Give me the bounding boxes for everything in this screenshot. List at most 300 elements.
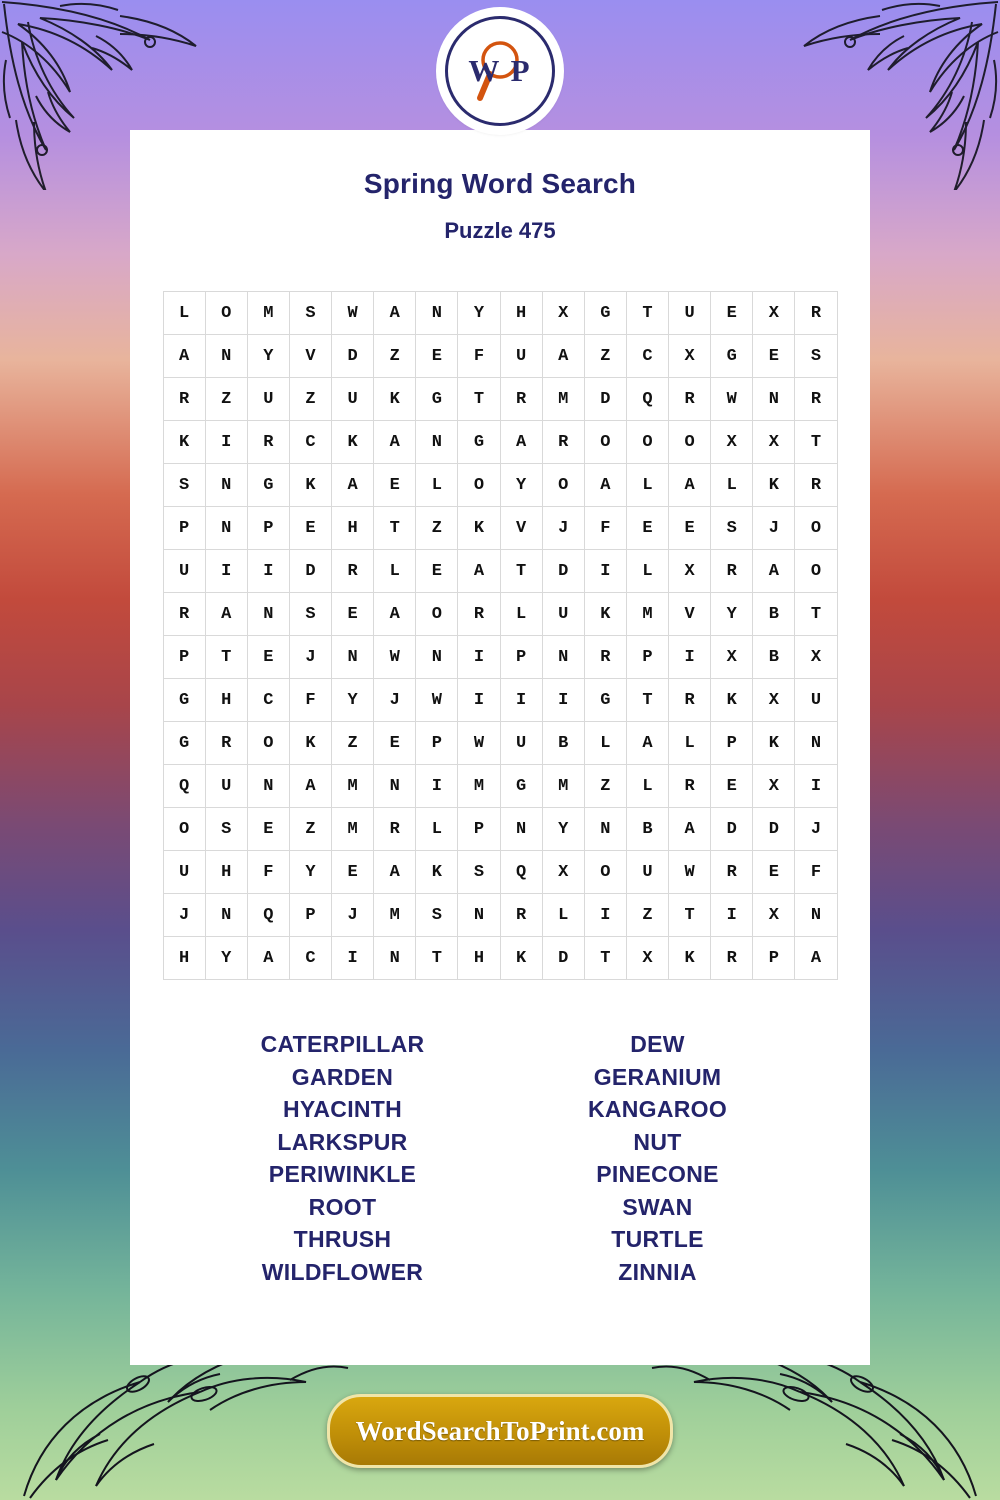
- grid-cell[interactable]: U: [669, 292, 711, 335]
- grid-cell[interactable]: C: [247, 679, 289, 722]
- grid-cell[interactable]: J: [163, 894, 205, 937]
- website-button[interactable]: [327, 1394, 673, 1468]
- grid-cell[interactable]: E: [374, 722, 416, 765]
- grid-cell[interactable]: G: [584, 292, 626, 335]
- grid-cell[interactable]: E: [332, 593, 374, 636]
- word-list-item[interactable]: DEW: [630, 1031, 685, 1057]
- grid-cell[interactable]: L: [500, 593, 542, 636]
- grid-cell[interactable]: G: [247, 464, 289, 507]
- grid-cell[interactable]: Z: [416, 507, 458, 550]
- grid-cell[interactable]: N: [247, 593, 289, 636]
- grid-cell[interactable]: Q: [247, 894, 289, 937]
- website-button-label: WordSearchToPrint.com: [355, 1415, 645, 1446]
- grid-cell[interactable]: H: [332, 507, 374, 550]
- grid-cell[interactable]: A: [374, 851, 416, 894]
- grid-cell[interactable]: E: [711, 292, 753, 335]
- grid-cell[interactable]: Y: [332, 679, 374, 722]
- word-list-item[interactable]: KANGAROO: [587, 1096, 728, 1122]
- grid-cell[interactable]: F: [289, 679, 331, 722]
- grid-row: [163, 507, 837, 550]
- grid-cell[interactable]: A: [374, 593, 416, 636]
- grid-cell[interactable]: Q: [626, 378, 668, 421]
- grid-cell[interactable]: T: [669, 894, 711, 937]
- grid-cell[interactable]: E: [332, 851, 374, 894]
- grid-cell[interactable]: D: [753, 808, 795, 851]
- grid-cell[interactable]: R: [711, 851, 753, 894]
- grid-cell[interactable]: P: [711, 722, 753, 765]
- grid-row: [163, 636, 837, 679]
- grid-cell[interactable]: U: [626, 851, 668, 894]
- grid-cell[interactable]: R: [795, 464, 837, 507]
- grid-cell[interactable]: C: [289, 937, 331, 980]
- grid-cell[interactable]: K: [332, 421, 374, 464]
- grid-cell[interactable]: A: [542, 335, 584, 378]
- grid-cell[interactable]: C: [289, 421, 331, 464]
- grid-cell[interactable]: I: [584, 894, 626, 937]
- grid-cell[interactable]: A: [163, 335, 205, 378]
- grid-cell[interactable]: Z: [332, 722, 374, 765]
- grid-cell[interactable]: V: [289, 335, 331, 378]
- grid-cell[interactable]: H: [458, 937, 500, 980]
- grid-cell[interactable]: Q: [500, 851, 542, 894]
- grid-cell[interactable]: N: [374, 765, 416, 808]
- grid-cell[interactable]: E: [374, 464, 416, 507]
- grid-cell[interactable]: E: [669, 507, 711, 550]
- grid-cell[interactable]: A: [332, 464, 374, 507]
- grid-row: [163, 722, 837, 765]
- grid-cell[interactable]: T: [416, 937, 458, 980]
- grid-cell[interactable]: M: [332, 765, 374, 808]
- grid-cell[interactable]: N: [247, 765, 289, 808]
- grid-cell[interactable]: U: [332, 378, 374, 421]
- word-list-item[interactable]: LARKSPUR: [277, 1128, 408, 1155]
- grid-row: [163, 550, 837, 593]
- grid-cell[interactable]: I: [205, 550, 247, 593]
- grid-cell[interactable]: H: [500, 292, 542, 335]
- grid-cell[interactable]: P: [458, 808, 500, 851]
- grid-cell[interactable]: N: [584, 808, 626, 851]
- grid-cell[interactable]: F: [247, 851, 289, 894]
- grid-cell[interactable]: T: [795, 421, 837, 464]
- letter-grid-table: [163, 291, 838, 980]
- grid-cell[interactable]: J: [374, 679, 416, 722]
- grid-row: [163, 808, 837, 851]
- grid-row: [163, 679, 837, 722]
- grid-cell[interactable]: X: [542, 851, 584, 894]
- grid-cell[interactable]: R: [669, 765, 711, 808]
- grid-cell[interactable]: K: [289, 464, 331, 507]
- grid-cell[interactable]: F: [458, 335, 500, 378]
- grid-cell[interactable]: O: [669, 421, 711, 464]
- word-list-item[interactable]: NUT: [633, 1128, 682, 1155]
- grid-cell[interactable]: D: [584, 378, 626, 421]
- grid-cell[interactable]: L: [374, 550, 416, 593]
- grid-cell[interactable]: I: [458, 636, 500, 679]
- word-list-item[interactable]: GERANIUM: [593, 1063, 722, 1090]
- grid-cell[interactable]: O: [163, 808, 205, 851]
- word-list-item[interactable]: PINECONE: [596, 1161, 719, 1187]
- word-list-item[interactable]: GARDEN: [291, 1063, 394, 1090]
- grid-cell[interactable]: N: [795, 722, 837, 765]
- grid-cell[interactable]: X: [669, 550, 711, 593]
- grid-row: [163, 851, 837, 894]
- grid-cell[interactable]: Z: [289, 808, 331, 851]
- grid-cell[interactable]: D: [332, 335, 374, 378]
- grid-cell[interactable]: R: [669, 679, 711, 722]
- grid-row: [163, 464, 837, 507]
- grid-cell[interactable]: W: [416, 679, 458, 722]
- grid-cell[interactable]: R: [163, 378, 205, 421]
- grid-cell[interactable]: I: [416, 765, 458, 808]
- grid-cell[interactable]: R: [374, 808, 416, 851]
- grid-cell[interactable]: D: [542, 550, 584, 593]
- grid-cell[interactable]: G: [500, 765, 542, 808]
- grid-cell[interactable]: A: [289, 765, 331, 808]
- grid-cell[interactable]: J: [332, 894, 374, 937]
- grid-cell[interactable]: M: [458, 765, 500, 808]
- word-list-item[interactable]: SWAN: [622, 1193, 693, 1220]
- grid-cell[interactable]: G: [416, 378, 458, 421]
- site-logo[interactable]: [439, 10, 561, 132]
- grid-cell[interactable]: P: [247, 507, 289, 550]
- word-list-item[interactable]: HYACINTH: [282, 1096, 403, 1122]
- grid-cell[interactable]: K: [669, 937, 711, 980]
- grid-cell[interactable]: N: [205, 507, 247, 550]
- grid-cell[interactable]: D: [711, 808, 753, 851]
- grid-cell[interactable]: O: [795, 550, 837, 593]
- grid-cell[interactable]: I: [669, 636, 711, 679]
- grid-cell[interactable]: A: [458, 550, 500, 593]
- grid-cell[interactable]: R: [332, 550, 374, 593]
- grid-cell[interactable]: T: [626, 679, 668, 722]
- grid-cell[interactable]: C: [626, 335, 668, 378]
- grid-cell[interactable]: A: [753, 550, 795, 593]
- word-list-item[interactable]: CATERPILLAR: [260, 1031, 425, 1057]
- grid-cell[interactable]: M: [542, 378, 584, 421]
- grid-cell[interactable]: Y: [289, 851, 331, 894]
- grid-cell[interactable]: E: [416, 335, 458, 378]
- grid-cell[interactable]: A: [584, 464, 626, 507]
- grid-cell[interactable]: K: [753, 722, 795, 765]
- grid-cell[interactable]: M: [542, 765, 584, 808]
- grid-cell[interactable]: R: [542, 421, 584, 464]
- word-list-item[interactable]: TURTLE: [611, 1226, 704, 1252]
- grid-cell[interactable]: Y: [500, 464, 542, 507]
- grid-cell[interactable]: S: [289, 593, 331, 636]
- grid-cell[interactable]: X: [753, 765, 795, 808]
- grid-cell[interactable]: A: [247, 937, 289, 980]
- grid-cell[interactable]: D: [542, 937, 584, 980]
- grid-cell[interactable]: P: [416, 722, 458, 765]
- grid-cell[interactable]: U: [500, 722, 542, 765]
- grid-cell[interactable]: U: [500, 335, 542, 378]
- grid-cell[interactable]: A: [669, 808, 711, 851]
- grid-cell[interactable]: O: [247, 722, 289, 765]
- grid-cell[interactable]: I: [205, 421, 247, 464]
- logo-ring: [445, 16, 555, 126]
- grid-cell[interactable]: J: [753, 507, 795, 550]
- grid-cell[interactable]: U: [163, 550, 205, 593]
- grid-cell[interactable]: X: [669, 335, 711, 378]
- grid-cell[interactable]: R: [711, 937, 753, 980]
- grid-cell[interactable]: R: [458, 593, 500, 636]
- grid-cell[interactable]: W: [332, 292, 374, 335]
- puzzle-sheet: [130, 130, 870, 1365]
- grid-cell[interactable]: L: [584, 722, 626, 765]
- grid-cell[interactable]: O: [416, 593, 458, 636]
- grid-cell[interactable]: P: [289, 894, 331, 937]
- grid-cell[interactable]: X: [753, 421, 795, 464]
- grid-cell[interactable]: R: [795, 292, 837, 335]
- logo-letters: W P: [468, 53, 532, 88]
- grid-cell[interactable]: I: [247, 550, 289, 593]
- grid-cell[interactable]: R: [584, 636, 626, 679]
- grid-cell[interactable]: E: [416, 550, 458, 593]
- grid-cell[interactable]: P: [626, 636, 668, 679]
- grid-cell[interactable]: X: [753, 292, 795, 335]
- grid-cell[interactable]: T: [500, 550, 542, 593]
- grid-cell[interactable]: A: [374, 292, 416, 335]
- grid-cell[interactable]: L: [669, 722, 711, 765]
- grid-cell[interactable]: A: [205, 593, 247, 636]
- grid-cell[interactable]: S: [795, 335, 837, 378]
- grid-cell[interactable]: B: [753, 636, 795, 679]
- grid-cell[interactable]: N: [205, 335, 247, 378]
- grid-cell[interactable]: T: [626, 292, 668, 335]
- grid-cell[interactable]: Z: [584, 765, 626, 808]
- grid-cell[interactable]: N: [374, 937, 416, 980]
- grid-cell[interactable]: T: [584, 937, 626, 980]
- grid-cell[interactable]: K: [500, 937, 542, 980]
- grid-cell[interactable]: G: [458, 421, 500, 464]
- grid-cell[interactable]: N: [205, 894, 247, 937]
- grid-cell[interactable]: F: [584, 507, 626, 550]
- grid-cell[interactable]: J: [542, 507, 584, 550]
- grid-cell[interactable]: K: [753, 464, 795, 507]
- grid-cell[interactable]: N: [205, 464, 247, 507]
- grid-cell[interactable]: E: [753, 851, 795, 894]
- grid-cell[interactable]: F: [795, 851, 837, 894]
- grid-cell[interactable]: T: [795, 593, 837, 636]
- grid-cell[interactable]: U: [247, 378, 289, 421]
- word-list-column-left: [185, 1028, 500, 1288]
- grid-cell[interactable]: U: [163, 851, 205, 894]
- grid-cell[interactable]: S: [711, 507, 753, 550]
- grid-cell[interactable]: K: [374, 378, 416, 421]
- grid-row: [163, 421, 837, 464]
- grid-cell[interactable]: S: [458, 851, 500, 894]
- grid-cell[interactable]: N: [458, 894, 500, 937]
- grid-cell[interactable]: Z: [584, 335, 626, 378]
- grid-cell[interactable]: P: [500, 636, 542, 679]
- grid-cell[interactable]: Y: [458, 292, 500, 335]
- grid-cell[interactable]: H: [205, 851, 247, 894]
- grid-row: [163, 593, 837, 636]
- grid-cell[interactable]: Z: [626, 894, 668, 937]
- grid-cell[interactable]: R: [795, 378, 837, 421]
- grid-cell[interactable]: O: [795, 507, 837, 550]
- grid-cell[interactable]: G: [711, 335, 753, 378]
- word-list: [130, 1028, 870, 1288]
- grid-cell[interactable]: X: [753, 894, 795, 937]
- grid-cell[interactable]: Z: [374, 335, 416, 378]
- grid-cell[interactable]: O: [584, 421, 626, 464]
- grid-cell[interactable]: I: [542, 679, 584, 722]
- grid-cell[interactable]: I: [332, 937, 374, 980]
- grid-cell[interactable]: X: [795, 636, 837, 679]
- grid-cell[interactable]: M: [247, 292, 289, 335]
- word-list-column-right: [500, 1028, 815, 1288]
- grid-cell[interactable]: P: [753, 937, 795, 980]
- grid-cell[interactable]: D: [289, 550, 331, 593]
- grid-cell[interactable]: X: [626, 937, 668, 980]
- grid-cell[interactable]: J: [289, 636, 331, 679]
- grid-cell[interactable]: U: [205, 765, 247, 808]
- grid-cell[interactable]: W: [374, 636, 416, 679]
- grid-cell[interactable]: L: [416, 808, 458, 851]
- grid-cell[interactable]: K: [289, 722, 331, 765]
- grid-cell[interactable]: N: [416, 292, 458, 335]
- grid-cell[interactable]: K: [584, 593, 626, 636]
- grid-cell[interactable]: B: [542, 722, 584, 765]
- grid-cell[interactable]: N: [753, 378, 795, 421]
- grid-cell[interactable]: H: [163, 937, 205, 980]
- word-list-item[interactable]: PERIWINKLE: [268, 1161, 417, 1187]
- grid-cell[interactable]: A: [626, 722, 668, 765]
- grid-cell[interactable]: N: [795, 894, 837, 937]
- grid-cell[interactable]: I: [795, 765, 837, 808]
- grid-cell[interactable]: M: [626, 593, 668, 636]
- grid-cell[interactable]: V: [500, 507, 542, 550]
- grid-cell[interactable]: E: [247, 808, 289, 851]
- grid-cell[interactable]: I: [500, 679, 542, 722]
- grid-cell[interactable]: E: [626, 507, 668, 550]
- grid-cell[interactable]: X: [711, 636, 753, 679]
- grid-cell[interactable]: K: [416, 851, 458, 894]
- grid-cell[interactable]: W: [711, 378, 753, 421]
- grid-cell[interactable]: J: [795, 808, 837, 851]
- grid-cell[interactable]: K: [163, 421, 205, 464]
- grid-cell[interactable]: K: [711, 679, 753, 722]
- grid-cell[interactable]: U: [542, 593, 584, 636]
- grid-cell[interactable]: R: [669, 378, 711, 421]
- grid-cell[interactable]: L: [542, 894, 584, 937]
- grid-cell[interactable]: B: [753, 593, 795, 636]
- grid-cell[interactable]: R: [205, 722, 247, 765]
- grid-cell[interactable]: A: [374, 421, 416, 464]
- grid-cell[interactable]: M: [332, 808, 374, 851]
- word-list-item[interactable]: WILDFLOWER: [261, 1258, 424, 1285]
- grid-cell[interactable]: P: [163, 507, 205, 550]
- grid-cell[interactable]: L: [711, 464, 753, 507]
- grid-cell[interactable]: O: [626, 421, 668, 464]
- grid-row: [163, 765, 837, 808]
- grid-cell[interactable]: E: [247, 636, 289, 679]
- grid-cell[interactable]: T: [205, 636, 247, 679]
- grid-cell[interactable]: I: [711, 894, 753, 937]
- grid-cell[interactable]: I: [458, 679, 500, 722]
- grid-cell[interactable]: B: [626, 808, 668, 851]
- grid-cell[interactable]: M: [374, 894, 416, 937]
- grid-cell[interactable]: Y: [247, 335, 289, 378]
- grid-cell[interactable]: X: [753, 679, 795, 722]
- grid-cell[interactable]: X: [711, 421, 753, 464]
- grid-cell[interactable]: E: [289, 507, 331, 550]
- grid-cell[interactable]: N: [416, 421, 458, 464]
- grid-cell[interactable]: Z: [289, 378, 331, 421]
- word-list-item[interactable]: ROOT: [308, 1193, 377, 1220]
- grid-cell[interactable]: O: [458, 464, 500, 507]
- grid-row: [163, 894, 837, 937]
- grid-cell[interactable]: L: [416, 464, 458, 507]
- grid-cell[interactable]: T: [374, 507, 416, 550]
- grid-cell[interactable]: X: [542, 292, 584, 335]
- grid-cell[interactable]: P: [163, 636, 205, 679]
- page-title: Spring Word Search: [363, 168, 637, 199]
- puzzle-number: Puzzle 475: [444, 218, 556, 243]
- grid-cell[interactable]: N: [542, 636, 584, 679]
- grid-cell[interactable]: R: [247, 421, 289, 464]
- grid-cell[interactable]: G: [163, 722, 205, 765]
- grid-cell[interactable]: L: [626, 550, 668, 593]
- grid-row: [163, 292, 837, 335]
- grid-cell[interactable]: N: [332, 636, 374, 679]
- grid-cell[interactable]: E: [711, 765, 753, 808]
- grid-cell[interactable]: O: [584, 851, 626, 894]
- grid-row: [163, 335, 837, 378]
- grid-cell[interactable]: A: [500, 421, 542, 464]
- grid-cell[interactable]: S: [289, 292, 331, 335]
- grid-cell[interactable]: N: [416, 636, 458, 679]
- grid-cell[interactable]: Y: [205, 937, 247, 980]
- grid-cell[interactable]: Y: [542, 808, 584, 851]
- grid-cell[interactable]: V: [669, 593, 711, 636]
- grid-cell[interactable]: K: [458, 507, 500, 550]
- grid-cell[interactable]: G: [584, 679, 626, 722]
- grid-cell[interactable]: R: [500, 378, 542, 421]
- grid-cell[interactable]: I: [584, 550, 626, 593]
- grid-cell[interactable]: R: [500, 894, 542, 937]
- grid-cell[interactable]: G: [163, 679, 205, 722]
- grid-cell[interactable]: L: [626, 464, 668, 507]
- grid-cell[interactable]: T: [458, 378, 500, 421]
- grid-cell[interactable]: W: [458, 722, 500, 765]
- grid-cell[interactable]: L: [626, 765, 668, 808]
- grid-cell[interactable]: R: [163, 593, 205, 636]
- grid-cell[interactable]: S: [205, 808, 247, 851]
- word-list-item[interactable]: ZINNIA: [618, 1258, 697, 1285]
- grid-cell[interactable]: A: [795, 937, 837, 980]
- grid-cell[interactable]: S: [163, 464, 205, 507]
- grid-cell[interactable]: Z: [205, 378, 247, 421]
- grid-cell[interactable]: O: [205, 292, 247, 335]
- grid-cell[interactable]: L: [163, 292, 205, 335]
- grid-cell[interactable]: R: [711, 550, 753, 593]
- grid-cell[interactable]: U: [795, 679, 837, 722]
- grid-cell[interactable]: S: [416, 894, 458, 937]
- word-list-item[interactable]: THRUSH: [293, 1226, 392, 1252]
- grid-cell[interactable]: W: [669, 851, 711, 894]
- grid-cell[interactable]: O: [542, 464, 584, 507]
- grid-cell[interactable]: Y: [711, 593, 753, 636]
- grid-cell[interactable]: H: [205, 679, 247, 722]
- grid-cell[interactable]: A: [669, 464, 711, 507]
- word-search-grid: [163, 291, 838, 980]
- grid-cell[interactable]: Q: [163, 765, 205, 808]
- grid-row: [163, 937, 837, 980]
- grid-cell[interactable]: E: [753, 335, 795, 378]
- grid-cell[interactable]: N: [500, 808, 542, 851]
